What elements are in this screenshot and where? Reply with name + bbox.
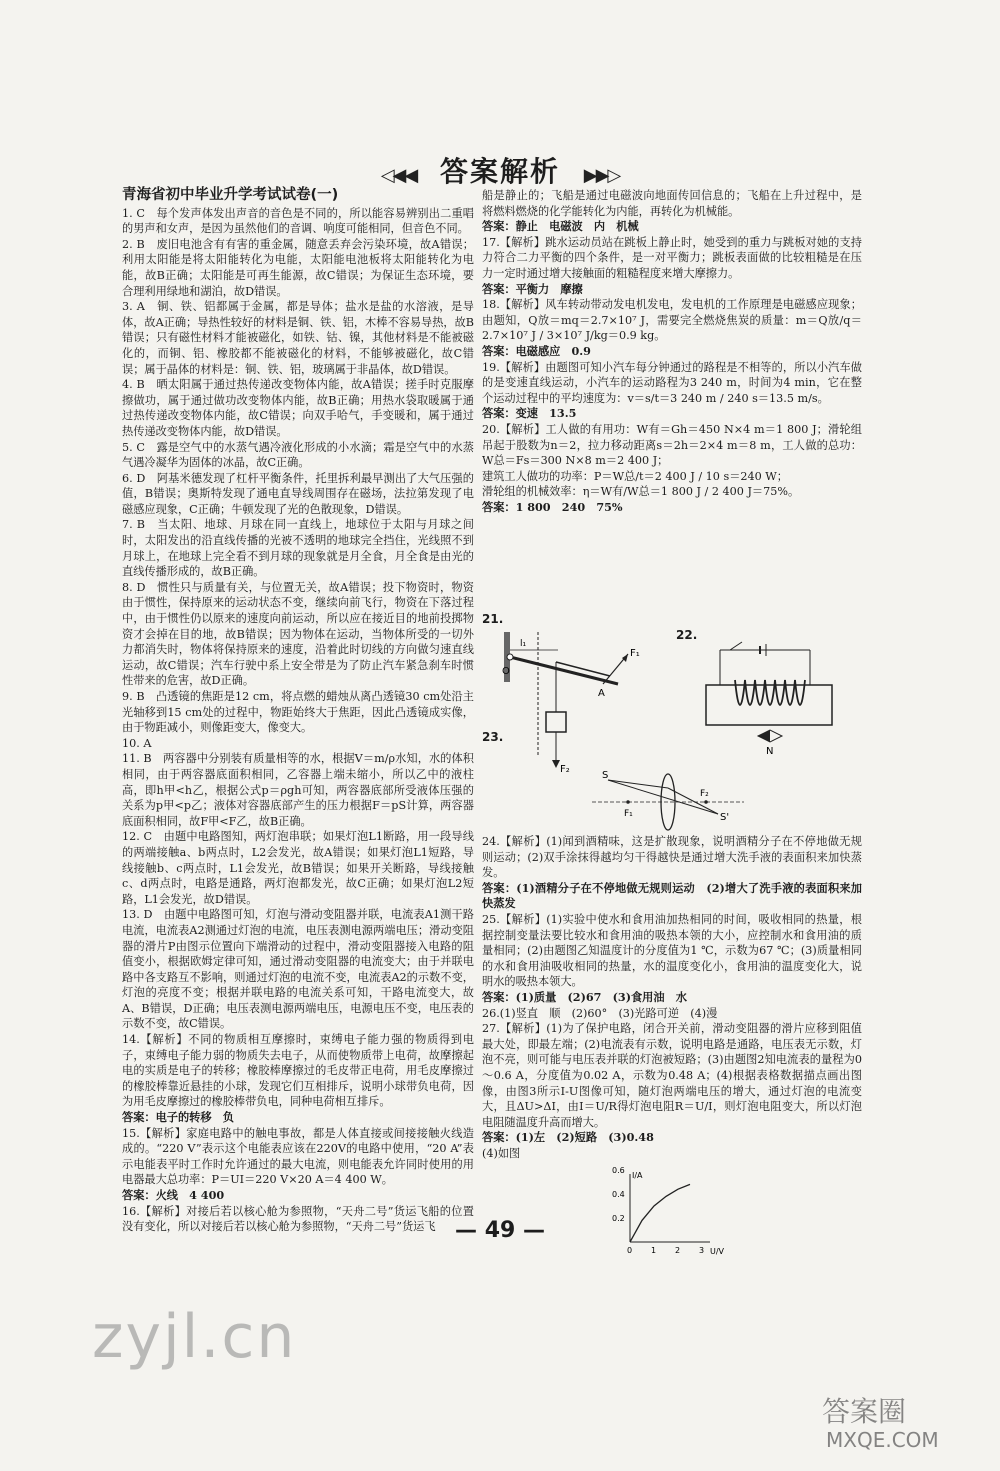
iu-graph (612, 1166, 725, 1256)
compass-needle-dark (758, 730, 770, 742)
x-axis-label: U/V (710, 1247, 725, 1256)
lens-figure (588, 768, 748, 838)
answer-item: 20.【解析】工人做的有用功：W有＝Gh＝450 N×4 m＝1 800 J；滑轮组吊起于股数为n＝2，拉力移动距离s＝2h＝2×4 m＝8 m，工人做的总功：W总＝Fs＝300 N×8 m＝2 400 J； (482, 422, 862, 468)
answer-item: 27.【解析】(1)为了保护电路，闭合开关前，滑动变阻器的滑片应移到阻值最大处，即最左端；(2)电流表有示数，说明电路是通路，电压表无示数，灯泡不亮，则可能与电压表并联的灯泡被短路；(3)由题图2知电流表的量程为0～0.6 A，分度值为0.02 A，示数为0.48 A；(4)根据表格数据描点画出图像，由图3所示I-U图像可知，随灯泡两端电压的增大，通过灯泡的电流变大，且ΔU>ΔI，由I＝U/R得灯泡电阻R＝U/I，则灯泡电阻变大，所以灯泡电阻随温度升高而增大。 (482, 1022, 862, 1129)
header-right-mark: ▶▶▷ (583, 165, 620, 186)
solenoid-figure (700, 640, 840, 760)
lever-figure (498, 612, 648, 782)
answer-line: 答案：(1)质量 (2)67 (3)食用油 水 (482, 989, 687, 1004)
y-tick-label: 0.4 (612, 1190, 625, 1199)
answer-item: 16.【解析】对接后若以核心舱为参照物，“天舟二号”货运飞船的位置没有变化，所以对接后若以核心舱为参照物，“天舟二号”货运飞 (122, 1204, 474, 1234)
answer-item: 1. C 每个发声体发出声音的音色是不同的，所以能容易辨别出二重唱的男声和女声，是因为虽然他们的音调、响度可能相同，但音色不同。 (122, 206, 474, 236)
watermark-mxqe: MXQE.COM (826, 1428, 939, 1452)
lever-bar (510, 657, 618, 684)
header-left-mark: ◁◀◀ (380, 165, 417, 186)
answer-item: 9. B 凸透镜的焦距是12 cm，将点燃的蜡烛从离凸透镜30 cm处沿主光轴移到15 cm处的过程中，物距始终大于焦距，因此凸透镜成实像，由于物距减小，则像距变大，像变大。 (122, 690, 474, 735)
answer-item: 4. B 晒太阳属于通过热传递改变物体内能，故A错误；搓手时克服摩擦做功，属于通过做功改变物体内能，故B正确；用热水袋取暖属于通过热传递改变物体内能，故C错误；向双手哈气，手变暖和，属于通过热传递改变物体内能，故D错误。 (122, 378, 474, 438)
page-title: 答案解析 (439, 155, 560, 188)
answer-item: 7. B 当太阳、地球、月球在同一直线上，地球位于太阳与月球之间时，太阳发出的沿直线传播的光被不透明的地球完全挡住，光线照不到月球上，在地球上完全看不到月球的现象就是月全食，月全食是由光的直线传播形成的，故B正确。 (122, 518, 474, 579)
answer-item: 18.【解析】风车转动带动发电机发电，发电机的工作原理是电磁感应现象；由题知，Q放＝mq＝2.7×10⁷ J，需要完全燃烧焦炭的质量：m＝Q放/q＝2.7×10⁷ J / 3×10⁷ J/kg＝0.9 kg。 (482, 298, 862, 343)
x-tick-label: 3 (699, 1246, 705, 1255)
answer-line: 答案：电子的转移 负 (122, 1110, 234, 1125)
answer-line: 答案：静止 电磁波 内 机械 (482, 219, 639, 234)
x-tick-label: 0 (627, 1246, 633, 1255)
answer-line: 答案：平衡力 摩擦 (482, 281, 583, 296)
label-f-right: F₂ (700, 789, 709, 799)
weight-block (546, 712, 566, 732)
answer-item: 24.【解析】(1)闻到酒精味，这是扩散现象，说明酒精分子在不停地做无规则运动；(2)双手涂抹得越均匀干得越快是通过增大洗手液的表面积来加快蒸发。 (482, 835, 862, 880)
y-tick-label: 0.2 (612, 1214, 625, 1223)
right-column-top (482, 188, 862, 515)
coil-winding (735, 680, 805, 705)
answer-item: 13. D 由题中电路图可知，灯泡与滑动变阻器并联，电流表A1测干路电流，电流表A2测通过灯泡的电流，电压表测电源两端电压；滑动变阻器的滑片P由图示位置向下端滑动的过程中，滑动变阻器接入电路的阻值变小，根据欧姆定律可知，通过滑动变阻器的电流变大；由于并联电路中各支路互不影响，则通过灯泡的电流不变，电流表A2的示数不变，灯泡的亮度不变；根据并联电路的电流关系可知，干路电流变大，故A、B错误，D正确；电压表测电源两端电压，电源电压不变，电压表的示数不变，故C错误。 (122, 908, 474, 1031)
answer-item: 11. B 两容器中分别装有质量相等的水，根据V＝m/ρ水知，水的体积相同，由于两容器底面积相同，乙容器上端未缩小，所以乙中的液柱高，即h甲<h乙，根据公式p＝ρgh可知，两容器底部所受液体压强的关系为p甲<p乙；液体对容器底部产生的压力根据F＝pS计算，两容器底面积相同，故F甲<F乙，故B正确。 (122, 752, 474, 828)
x-tick-label: 2 (675, 1246, 681, 1255)
answer-item: 6. D 阿基米德发现了杠杆平衡条件，托里拆利最早测出了大气压强的值，B错误；奥斯特发现了通电直导线周围存在磁场，法拉第发现了电磁感应现象，C正确；牛顿发现了光的色散现象，D错误。 (122, 471, 474, 516)
label-s-prime: S' (720, 812, 730, 823)
watermark-zyjl: zyjl.cn (92, 1302, 297, 1372)
answer-item: 25.【解析】(1)实验中使水和食用油加热相同的时间，吸收相同的热量，根据控制变量法要比较水和食用油的吸热本领的大小，应控制水和食用油的质量相同；(2)由题图乙知温度计的分度值为1 ℃，示数为67 ℃；(3)质量相同的水和食用油吸收相同的热量，水的温度变化小，食用油的温度变化大，说明水的吸热本领大。 (482, 912, 862, 989)
answer-line: 答案：1 800 240 75% (482, 499, 623, 514)
answer-item: 19.【解析】由题图可知小汽车每分钟通过的路程是不相等的，所以小汽车做的是变速直线运动，小汽车的运动路程为3 240 m，时间为4 min，它在整个运动过程中的平均速度为：v＝s/t＝3 240 m / 240 s＝13.5 m/s。 (482, 360, 862, 405)
x-tick-label: 1 (651, 1246, 657, 1255)
answer-item: 2. B 废旧电池含有有害的重金属，随意丢弃会污染环境，故A错误；利用太阳能是将太阳能转化为电能，太阳能电池板将太阳能转化为电能，故B正确；太阳能是可再生能源，故C错误；为保证生态环境，要合理利用绿地和湖泊，故D错误。 (122, 237, 474, 298)
left-column (122, 188, 474, 1235)
answer-item: 3. A 铜、铁、铝都属于金属，都是导体；盐水是盐的水溶液，是导体，故A正确；导热性较好的材料是铜、铁、铝，木棒不容易导热，故B错误；只有磁性材料才能被磁化，如铁、钴、镍，其他材料是不能被磁化的，而铜、铝、橡胶都不能被磁化的材料，不能够被磁化，故C错误；属于晶体的材料是：铜、铁、铝，玻璃属于非晶体，故D错误。 (122, 300, 474, 376)
y-tick-label: 0.6 (612, 1166, 625, 1175)
label-f1: F₁ (630, 648, 640, 659)
answer-item: 10. A (122, 736, 152, 750)
label-o: O (502, 666, 510, 677)
answer-line: 答案：变速 13.5 (482, 406, 577, 421)
answer-item: 8. D 惯性只与质量有关，与位置无关，故A错误；投下物资时，物资由于惯性，保持原来的运动状态不变，继续向前飞行，物资在下落过程中，由于惯性仍以原来的速度向前运动，所以应在接近目的地前投掷物资才会掉在目的地，故B错误；因为物体在运动，当物体所受的一切外力都消失时，物体将保持原来的速度，沿着此时切线的方向做匀速直线运动，故C错误；汽车行驶中系上安全带是为了防止汽车紧急刹车时惯性带来的危害，故D正确。 (122, 580, 474, 688)
f2-arrowhead (552, 760, 560, 768)
answer-item: 5. C 露是空气中的水蒸气遇冷液化形成的小水滴；霜是空气中的水蒸气遇冷凝华为固体的冰晶，故C正确。 (122, 440, 474, 470)
answer-line: 答案：火线 4 400 (122, 1188, 225, 1202)
label-f-left: F₁ (624, 809, 633, 819)
q21-label: 21. (482, 612, 504, 626)
label-a: A (598, 688, 605, 699)
focus-left (626, 800, 630, 804)
switch (730, 642, 742, 650)
ray-1 (608, 780, 668, 788)
q23-label: 23. (482, 730, 504, 744)
answer-item: 建筑工人做功的功率：P＝W总/t＝2 400 J / 10 s＝240 W； (482, 469, 788, 483)
answer-line: 答案：(1)酒精分子在不停地做无规则运动 (2)增大了洗手液的表面积来加快蒸发 (482, 880, 862, 911)
answer-item: (4)如图 (482, 1146, 521, 1160)
section-header (0, 150, 1000, 190)
answer-item: 滑轮组的机械效率：η＝W有/W总＝1 800 J / 2 400 J＝75%。 (482, 485, 800, 499)
focus-right (704, 800, 708, 804)
answer-line: 答案：电磁感应 0.9 (482, 343, 591, 358)
y-axis-label: I/A (632, 1171, 643, 1180)
label-s: S (602, 770, 609, 781)
answer-line: 答案：(1)左 (2)短路 (3)0.48 (482, 1130, 654, 1145)
label-f2: F₂ (560, 764, 570, 775)
answer-item: 15.【解析】家庭电路中的触电事故，都是人体直接或间接接触火线造成的。“220 V”表示这个电能表应该在220V的电路中使用，“20 A”表示电能表平时工作时允许通过的最大电流，则电能表允许同时使用的用电器最大总功率：P＝UI＝220 V×20 A＝4 400 W。 (122, 1126, 474, 1187)
label-l1: l₁ (520, 639, 527, 649)
pivot (507, 654, 513, 660)
label-n: N (766, 746, 774, 757)
answer-item: 12. C 由题中电路图知，两灯泡串联；如果灯泡L1断路，用一段导线的两端接触a、b两点时，L2会发光，故A错误；如果灯泡L1短路，导线接触b、c两点时，L1会发光，故B错误；如果开关断路，导线接触c、d两点时，电路是通路，两灯泡都发光，故C正确；如果灯泡L2短路，L1会发光，故D错误。 (122, 830, 474, 906)
page-number: — 49 — (455, 1218, 545, 1243)
answer-item: 26.(1)竖直 顺 (2)60° (3)光路可逆 (4)漫 (482, 1006, 718, 1020)
answer-item: 14.【解析】不同的物质相互摩擦时，束缚电子能力强的物质得到电子，束缚电子能力弱的物质失去电子，从而使物质带上电荷，故摩擦起电的实质是电子的转移；橡胶棒摩擦过的毛皮带正电荷，用毛皮摩擦过的橡胶棒靠近悬挂的小球，发现它们互相排斥，说明小球带负电荷，因为用毛皮摩擦过的橡胶棒带负电，同种电荷相互排斥。 (122, 1033, 474, 1109)
answer-item: 17.【解析】跳水运动员站在跳板上静止时，她受到的重力与跳板对她的支持力符合二力平衡的四个条件，是一对平衡力；跳板表面做的比较粗糙是在压力一定时通过增大接触面的粗糙程度来增大摩擦力。 (482, 235, 862, 280)
q22-label: 22. (676, 628, 698, 642)
right-column-bottom (482, 834, 862, 1161)
exam-subtitle: 青海省初中毕业升学考试试卷(一) (122, 187, 339, 203)
watermark-brand: 答案圈 (822, 1395, 907, 1428)
answer-item: 船是静止的；飞船是通过电磁波向地面传回信息的；飞船在上升过程中，是将燃料燃烧的化学能转化为内能，再转化为机械能。 (482, 189, 862, 218)
